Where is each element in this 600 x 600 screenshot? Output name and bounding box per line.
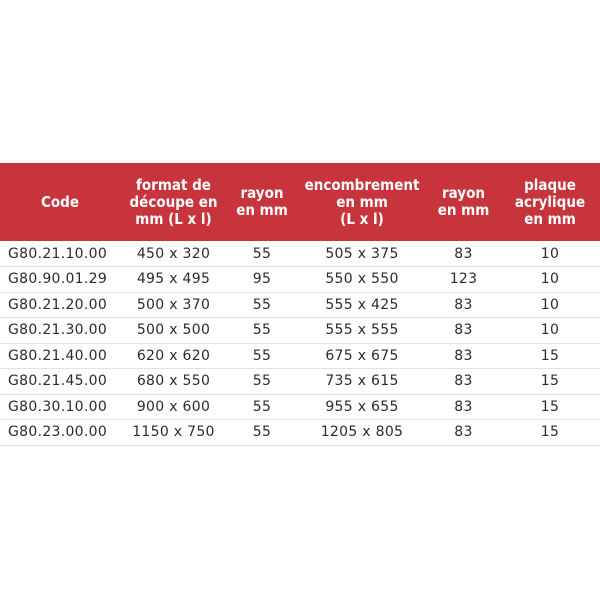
cell-code: G80.21.45.00 <box>8 373 108 390</box>
cell-encombrement: 735 x 615 <box>325 373 399 390</box>
cell-encombrement: 555 x 425 <box>325 296 399 313</box>
cell-format: 1150 x 750 <box>132 424 215 441</box>
cell-plaque: 10 <box>540 296 560 313</box>
cell-format: 500 x 370 <box>136 296 211 313</box>
table-row <box>0 343 600 369</box>
cell-code: G80.21.10.00 <box>8 245 108 262</box>
cell-code: G80.23.00.00 <box>8 424 108 441</box>
header-format-label: format de découpe en mm (L x l) <box>129 175 218 228</box>
cell-encombrement: 1205 x 805 <box>320 424 404 441</box>
cell-format: 450 x 320 <box>136 245 211 262</box>
header-rayon-label: rayon en mm <box>236 184 288 219</box>
cell-rayon: 55 <box>252 296 272 313</box>
cell-plaque: 10 <box>540 322 560 339</box>
table-row <box>0 241 600 267</box>
cell-rayon: 95 <box>252 271 272 288</box>
cell-code: G80.30.10.00 <box>8 398 108 415</box>
table-row <box>0 369 600 395</box>
cell-plaque: 15 <box>540 347 560 364</box>
cell-encombrement: 955 x 655 <box>325 398 399 415</box>
table-header-row <box>0 163 600 241</box>
table-row <box>0 292 600 318</box>
cell-encombrement: 550 x 550 <box>325 271 399 288</box>
table-row <box>0 420 600 446</box>
spec-table <box>0 163 600 446</box>
header-encombrement-label: encombrement en mm (L x l) <box>304 175 420 228</box>
table-row <box>0 267 600 293</box>
cell-plaque: 15 <box>540 398 560 415</box>
cell-code: G80.21.30.00 <box>8 322 108 339</box>
header-format <box>120 163 227 241</box>
table-row <box>0 394 600 420</box>
cell-rayon-2: 123 <box>449 271 478 288</box>
cell-rayon: 55 <box>252 398 272 415</box>
header-plaque <box>500 163 600 241</box>
header-rayon-2 <box>427 163 500 241</box>
header-plaque-label: plaque acrylique en mm <box>514 175 586 228</box>
cell-plaque: 15 <box>540 424 560 441</box>
cell-encombrement: 675 x 675 <box>325 347 399 364</box>
cell-format: 500 x 500 <box>136 322 211 339</box>
header-encombrement <box>297 163 427 241</box>
cell-rayon-2: 83 <box>454 245 473 262</box>
cell-code: G80.21.40.00 <box>8 347 108 364</box>
cell-rayon-2: 83 <box>454 398 473 415</box>
header-rayon-2-label: rayon en mm <box>437 184 490 219</box>
cell-rayon-2: 83 <box>454 373 473 390</box>
cell-code: G80.21.20.00 <box>8 296 108 313</box>
cell-plaque: 10 <box>540 245 560 262</box>
cell-rayon-2: 83 <box>454 296 473 313</box>
header-code <box>0 163 120 241</box>
cell-format: 620 x 620 <box>136 347 211 364</box>
cell-encombrement: 505 x 375 <box>325 245 399 262</box>
cell-rayon: 55 <box>252 424 272 441</box>
cell-encombrement: 555 x 555 <box>325 322 399 339</box>
table-row <box>0 318 600 344</box>
cell-rayon: 55 <box>252 245 272 262</box>
cell-plaque: 15 <box>540 373 560 390</box>
cell-rayon: 55 <box>252 373 272 390</box>
cell-code: G80.90.01.29 <box>8 271 108 288</box>
cell-plaque: 10 <box>540 271 560 288</box>
cell-rayon: 55 <box>252 347 272 364</box>
cell-rayon: 55 <box>252 322 272 339</box>
header-code-label: Code <box>41 192 79 211</box>
cell-rayon-2: 83 <box>454 347 473 364</box>
header-rayon <box>227 163 297 241</box>
cell-rayon-2: 83 <box>454 322 473 339</box>
cell-rayon-2: 83 <box>454 424 473 441</box>
cell-format: 900 x 600 <box>136 398 211 415</box>
cell-format: 495 x 495 <box>136 271 211 288</box>
cell-format: 680 x 550 <box>136 373 211 390</box>
